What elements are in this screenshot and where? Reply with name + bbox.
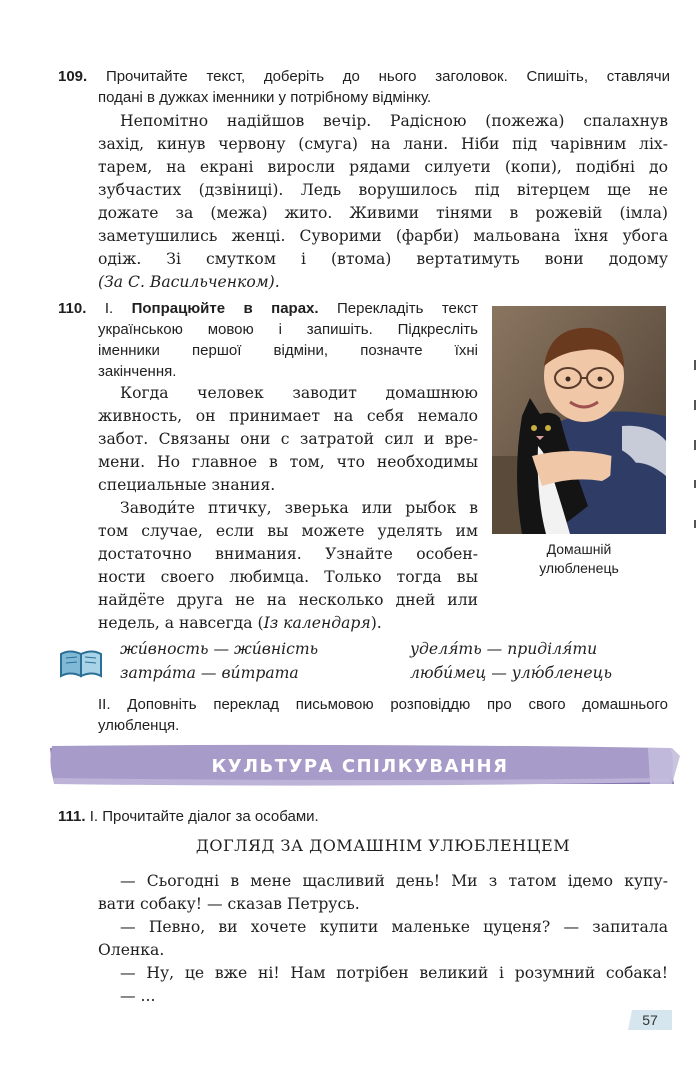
- task-bold: Попрацюйте в парах.: [131, 300, 319, 317]
- text-line: найдёте друга не на несколько дней или: [98, 591, 478, 609]
- vocab-pair: уделя́ть — приділя́ти: [410, 640, 598, 658]
- margin-decoration: [690, 360, 700, 540]
- dialog-line: — ...: [120, 987, 156, 1005]
- exercise-number: 110.: [58, 300, 87, 317]
- text-line: забот. Связаны они с затратой сил и вре-: [98, 430, 478, 448]
- caption-line: Домашній: [546, 541, 612, 557]
- text-line: ности своего любимца. Только тогда вы: [98, 568, 478, 586]
- vocab-pair: затра́та — ви́трата: [120, 664, 299, 682]
- text-line: дожате за (межа) жито. Живими тінями в рожевій (імла): [98, 204, 668, 222]
- photo-caption: [492, 540, 666, 578]
- text-fragment: ).: [370, 614, 382, 632]
- text-fragment: недель, а навсегда (: [98, 614, 264, 632]
- dialog-text: [98, 870, 668, 1008]
- text-line: [98, 612, 478, 635]
- task-text: іменники першої відміни, позначте їхні: [98, 342, 478, 359]
- task-text: І. Прочитайте діалог за особами.: [89, 808, 319, 825]
- task-roman: І.: [104, 300, 114, 317]
- dialog-line: — Сьогодні в мене щасливий день! Ми з татом ідемо купу-: [120, 872, 668, 890]
- page-number: 57: [642, 1012, 658, 1028]
- text-line: Когда человек заводит домашнюю: [120, 384, 478, 402]
- section-title: КУЛЬТУРА СПІЛКУВАННЯ: [211, 756, 509, 777]
- exercise-110-text: [98, 382, 478, 635]
- dialog-title: ДОГЛЯД ЗА ДОМАШНІМ УЛЮБЛЕНЦЕМ: [195, 836, 571, 855]
- boy-with-cat-illustration: [492, 306, 666, 534]
- exercise-109-task: [58, 66, 670, 108]
- vocabulary-row: [120, 664, 670, 688]
- vocabulary-list: [120, 640, 670, 688]
- exercise-110-task-2: [98, 694, 668, 736]
- exercise-number: 111.: [58, 808, 86, 825]
- exercise-111-task: [58, 806, 670, 827]
- task-text: закінчення.: [98, 363, 177, 380]
- caption-line: улюбленець: [539, 560, 619, 576]
- dialog-line: — Ну, це вже ні! Нам потрібен великий і розумний собака!: [120, 964, 668, 982]
- text-line: мени. Но главное в том, что необходимы: [98, 453, 478, 471]
- text-source: (За С. Васильченком).: [98, 273, 280, 291]
- text-line: одіж. Зі смутком і (втома) вертатимуть вони додому: [98, 250, 668, 268]
- dialog-line: — Певно, ви хочете купити маленьке цуценя? — запитала: [120, 918, 668, 936]
- vocab-pair: люби́мец — улю́бленець: [410, 664, 613, 682]
- text-line: захід, кинув червону (смуга) на лани. Ніби під чарівним ліх-: [98, 135, 668, 153]
- task-text: Прочитайте текст, доберіть до нього заголовок. Спишіть, ставлячи: [105, 68, 670, 85]
- task-text: українською мовою і запишіть. Підкресліть: [98, 321, 478, 338]
- text-line: том случае, если вы можете уделять им: [98, 522, 478, 540]
- vocabulary-row: [120, 640, 670, 664]
- text-line: специальные знания.: [98, 476, 276, 494]
- pet-photo: [492, 306, 666, 534]
- exercise-110-task: [58, 298, 478, 382]
- exercise-109-text: [98, 110, 668, 294]
- text-line: зубчастих (дзвіниці). Ледь ворушилось під вітерцем ще не: [98, 181, 668, 199]
- vocab-pair: жи́вность — жи́вність: [120, 640, 319, 658]
- text-line: живность, он принимает на себя немало: [98, 407, 478, 425]
- text-line: тарем, на екрані виросли рядами силуети (копи), подібні до: [98, 158, 668, 176]
- text-line: Непомітно надійшов вечір. Радісною (пожежа) спалахнув: [120, 112, 668, 130]
- task-text: улюбленця.: [98, 717, 180, 734]
- text-source: Із календаря: [263, 614, 371, 632]
- book-icon: [58, 646, 104, 680]
- text-line: Заводи́те птичку, зверька или рыбок в: [120, 499, 478, 517]
- task-text: ІІ. Доповніть переклад письмовою розповіддю про свого домашнього: [98, 696, 668, 713]
- task-text: подані в дужках іменники у потрібному відмінку.: [98, 89, 432, 106]
- dialog-line: Оленка.: [98, 941, 165, 959]
- text-line: заметушились женці. Суворими (фарби) мальована їхня убога: [98, 227, 668, 245]
- exercise-number: 109.: [58, 68, 88, 85]
- task-text: Перекладіть текст: [337, 300, 478, 317]
- text-line: достаточно внимания. Узнайте особен-: [98, 545, 478, 563]
- dialog-line: вати собаку! — сказав Петрусь.: [98, 895, 360, 913]
